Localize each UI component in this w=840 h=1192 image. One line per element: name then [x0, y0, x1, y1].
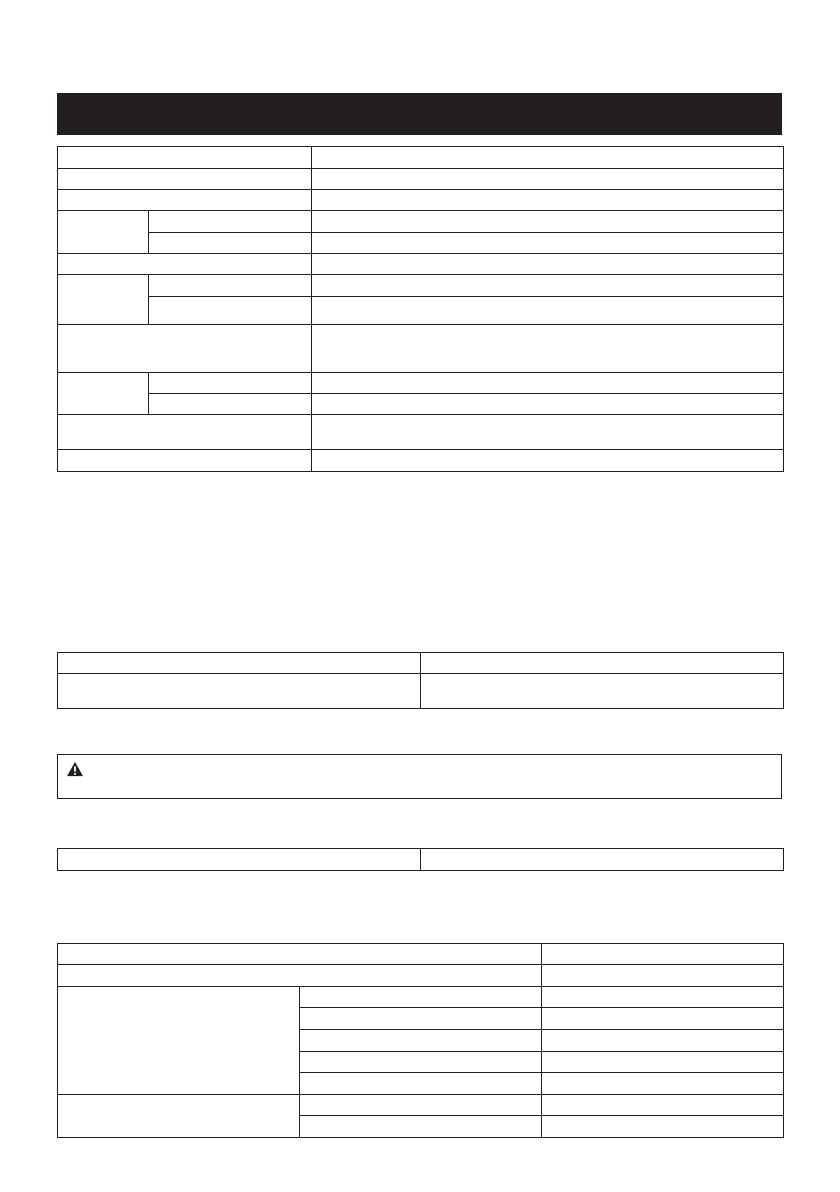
table-row [58, 1095, 784, 1116]
table-row [58, 254, 784, 275]
warning-box [57, 754, 782, 799]
table-row [58, 415, 784, 450]
table-row [58, 394, 784, 415]
table-row [58, 190, 784, 211]
section-header-bar [57, 93, 782, 135]
two-column-table [57, 652, 784, 709]
table-row [58, 450, 784, 472]
section-title [57, 105, 67, 122]
table-row [58, 674, 784, 709]
table-row [58, 373, 784, 394]
bottom-table [57, 943, 784, 1138]
table-row [58, 987, 784, 1008]
table-row [58, 849, 784, 871]
table-row [58, 297, 784, 325]
table-row [58, 169, 784, 190]
table-row [58, 275, 784, 297]
table-row [58, 653, 784, 674]
table-row [58, 944, 784, 965]
single-row-table [57, 848, 784, 871]
table-row [58, 211, 784, 233]
table-row [58, 147, 784, 169]
table-row [58, 965, 784, 987]
table-row [58, 325, 784, 373]
warning-triangle-icon [66, 761, 84, 777]
specifications-table [57, 146, 784, 472]
table-row [58, 233, 784, 254]
